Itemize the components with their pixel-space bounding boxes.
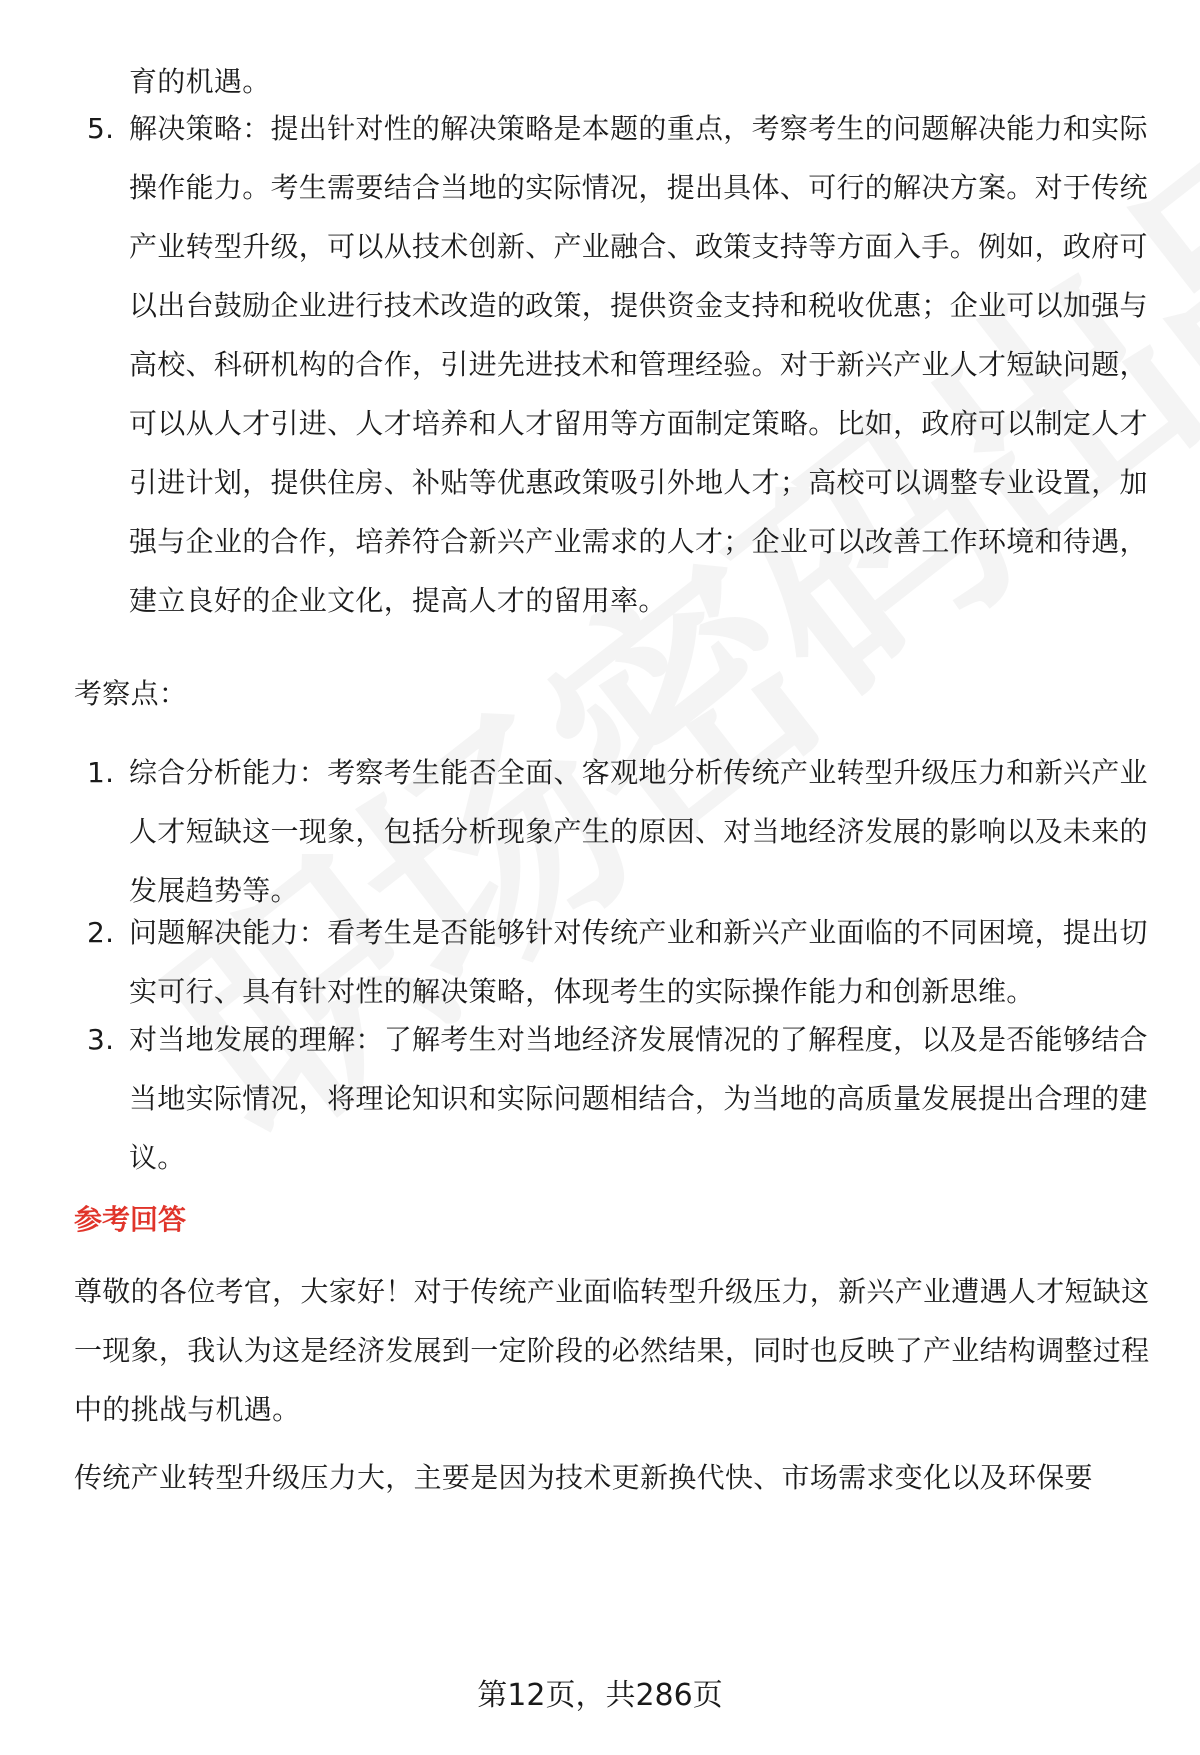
reference-answer-heading: 参考回答 bbox=[74, 1203, 187, 1236]
list-item-text: 问题解决能力：看考生是否能够针对传统产业和新兴产业面临的不同困境，提出切实可行、具有针对性的解决策略，体现考生的实际操作能力和创新思维。 bbox=[129, 916, 1148, 1008]
list-number: 2. bbox=[87, 916, 115, 949]
list-item-text: 对当地发展的理解：了解考生对当地经济发展情况的了解程度，以及是否能够结合当地实际情况，将理论知识和实际问题相结合，为当地的高质量发展提出合理的建议。 bbox=[129, 1023, 1148, 1174]
list-item-text: 综合分析能力：考察考生能否全面、客观地分析传统产业转型升级压力和新兴产业人才短缺这一现象，包括分析现象产生的原因、对当地经济发展的影响以及未来的发展趋势等。 bbox=[129, 756, 1148, 907]
answer-paragraph: 传统产业转型升级压力大，主要是因为技术更新换代快、市场需求变化以及环保要 bbox=[74, 1461, 1093, 1494]
answer-paragraph: 尊敬的各位考官，大家好！对于传统产业面临转型升级压力，新兴产业遭遇人才短缺这一现象，我认为这是经济发展到一定阶段的必然结果，同时也反映了产业结构调整过程中的挑战与机遇。 bbox=[74, 1275, 1150, 1426]
list-number: 3. bbox=[87, 1023, 115, 1056]
page-indicator: 第12页，共286页 bbox=[477, 1678, 723, 1713]
list-number: 5. bbox=[87, 112, 115, 145]
exam-points-label: 考察点： bbox=[74, 677, 188, 710]
list-number: 1. bbox=[87, 756, 115, 789]
continuation-text: 育的机遇。 bbox=[129, 65, 271, 98]
list-item-text: 解决策略：提出针对性的解决策略是本题的重点，考察考生的问题解决能力和实际操作能力。考生需要结合当地的实际情况，提出具体、可行的解决方案。对于传统产业转型升级，可以从技术创新、产业融合、政策支持等方面入手。例如，政府可以出台鼓励企业进行技术改造的政策，提供资金支持和税收优惠；企业可以加强与高校、科研机构的合作，引进先进技术和管理经验。对于新兴产业人才短缺问题，可以从人才引进、人才培养和人才留用等方面制定策略。比如，政府可以制定人才引进计划，提供住房、补贴等优惠政策吸引外地人才；高校可以调整专业设置，加强与企业的合作，培养符合新兴产业需求的人才；企业可以改善工作环境和待遇，建立良好的企业文化，提高人才的留用率。 bbox=[129, 112, 1148, 617]
